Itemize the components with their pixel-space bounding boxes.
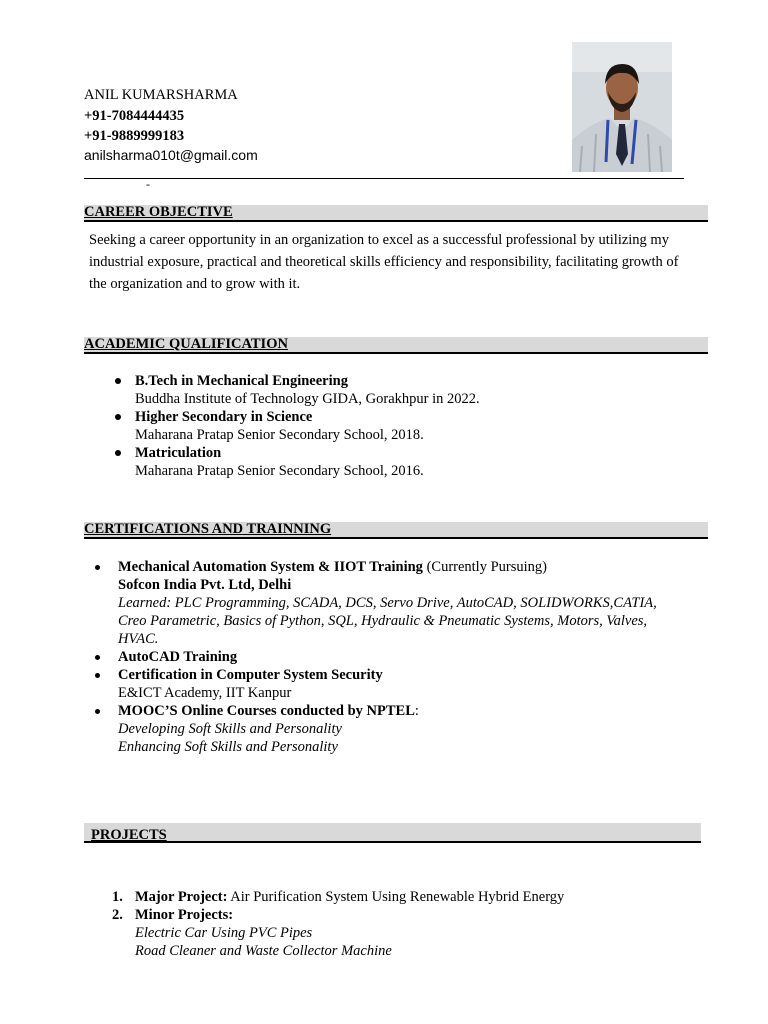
bullet-icon [95,709,100,714]
projects-list [112,888,695,960]
qualification-title: Higher Secondary in Science [135,409,313,425]
certification-detail: E&ICT Academy, IIT Kanpur [118,685,292,701]
certification-learned: Learned: PLC Programming, SCADA, DCS, Servo Drive, AutoCAD, SOLIDWORKS,CATIA, Creo Parametric, Basics of Python, SQL, Hydraulic & Pneumatic Systems, Motors, Valves, HVAC. [118,595,657,647]
list-item [112,888,695,906]
phone-primary: +91-7084444435 [84,108,185,124]
certifications-list [118,558,688,756]
list-item [135,408,695,444]
bullet-icon [95,565,100,570]
academic-qualification-heading: ACADEMIC QUALIFICATION [84,337,708,354]
phone-secondary: +91-9889999183 [84,128,185,144]
list-item [135,372,695,408]
certification-title: Mechanical Automation System & IIOT Training [118,559,423,575]
list-item [118,558,688,648]
bullet-icon [115,378,121,384]
bullet-icon [95,655,100,660]
minor-project-item: Electric Car Using PVC Pipes [135,925,313,941]
career-objective-heading: CAREER OBJECTIVE [84,205,708,222]
bullet-icon [115,450,121,456]
profile-photo [572,42,672,172]
email-address[interactable]: anilsharma010t@gmail.com [84,147,258,163]
minor-project-item: Road Cleaner and Waste Collector Machine [135,943,392,959]
certification-title: MOOC’S Online Courses conducted by NPTEL [118,703,415,719]
qualification-title: Matriculation [135,445,222,461]
certification-title: AutoCAD Training [118,649,238,665]
projects-heading: PROJECTS [84,823,701,843]
certification-title-colon: : [414,703,419,719]
list-item [112,906,695,960]
career-objective-text: Seeking a career opportunity in an organization to excel as a successful professional by utilizing my industrial exposure, practical and theoretical skills efficiency and responsibility, facilitating growth of the organization and to grow with it. [89,232,679,292]
certification-status: (Currently Pursuing) [422,559,547,575]
qualification-detail: Buddha Institute of Technology GIDA, Gorakhpur in 2022. [135,391,480,407]
certification-org: Sofcon India Pvt. Ltd, Delhi [118,577,292,593]
list-item [135,444,695,480]
divider-dash: - [146,177,150,191]
list-item [118,666,688,702]
course-item: Developing Soft Skills and Personality [118,721,342,737]
project-label: Major Project: [135,889,228,905]
project-number: 1. [112,889,123,905]
certifications-heading: CERTIFICATIONS AND TRAINNING [84,522,708,539]
course-item: Enhancing Soft Skills and Personality [118,739,338,755]
list-item [118,648,688,666]
qualification-title: B.Tech in Mechanical Engineering [135,373,348,389]
certification-title: Certification in Computer System Security [118,667,383,683]
project-label: Minor Projects: [135,907,234,923]
certification-title-row [118,703,419,719]
bullet-icon [115,414,121,420]
project-value: Air Purification System Using Renewable Hybrid Energy [227,889,565,905]
academic-list [135,372,695,480]
project-number: 2. [112,907,123,923]
list-item [118,702,688,756]
qualification-detail: Maharana Pratap Senior Secondary School, 2016. [135,463,424,479]
bullet-icon [95,673,100,678]
candidate-name: ANIL KUMARSHARMA [84,87,238,103]
header-divider [84,178,684,179]
certification-title-row [118,559,547,575]
qualification-detail: Maharana Pratap Senior Secondary School, 2018. [135,427,424,443]
